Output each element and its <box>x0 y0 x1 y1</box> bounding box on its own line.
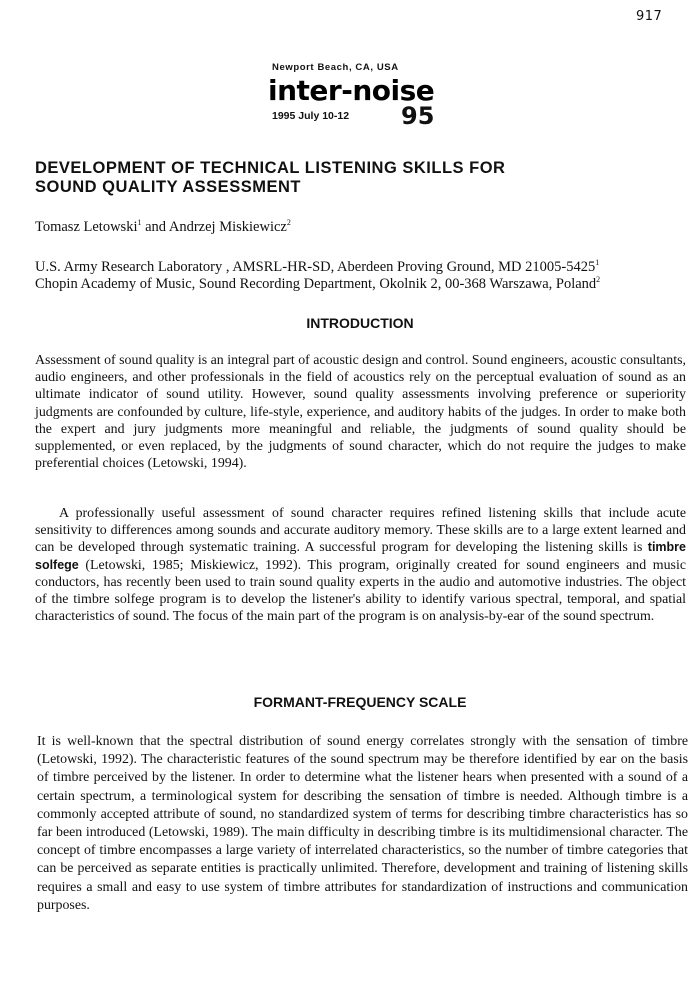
paper-title-line-2: SOUND QUALITY ASSESSMENT <box>35 178 301 196</box>
conference-year: 95 <box>401 102 435 130</box>
introduction-paragraph-1: Assessment of sound quality is an integral part of acoustic design and control. Sound engineers, acoustic consultants, audio engineers, and other professionals in the field of acoustics rely on the perceptual evaluation of sound as an ultimate indicator of sound utility. However, sound quality assessments involving preference or superiority judgments are confounded by culture, life-style, experience, and auditory habits of the judges. In order to make both the expert and jury judgments more meaningful and reliable, the judgments of sound quality should be supplemented, or even replaced, by the judgments of sound character, which do not require the judges to make preferential choices (Letowski, 1994). <box>35 353 686 472</box>
paper-title <box>35 159 675 197</box>
affiliation-2-mark: 2 <box>596 275 601 285</box>
author-2: Andrzej Miskiewicz <box>168 219 287 235</box>
author-1: Tomasz Letowski <box>35 219 138 235</box>
introduction-paragraph-2 <box>35 505 686 625</box>
conference-location: Newport Beach, CA, USA <box>272 62 399 73</box>
page-number: 917 <box>636 9 663 24</box>
affiliation-1-mark: 1 <box>595 258 600 268</box>
author-list <box>35 219 291 236</box>
timbre-solfege-term: timbre solfege <box>35 540 686 572</box>
paper-title-line-1: DEVELOPMENT OF TECHNICAL LISTENING SKILLS FOR <box>35 159 506 177</box>
introduction-paragraph-2-end: (Letowski, 1985; Miskiewicz, 1992). This program, originally created for sound engineers and music conductors, has recently been used to train sound quality experts in the audio and automotive industries. The object of the timbre solfege program is to develop the listener's ability to identify various spectral, temporal, and spatial characteristics of sound. The focus of the main part of the program is on analysis-by-ear of the sound spectrum. <box>35 557 686 625</box>
author-join: and <box>141 219 169 235</box>
affiliation-1-text: U.S. Army Research Laboratory , AMSRL-HR-SD, Aberdeen Proving Ground, MD 21005-5425 <box>35 259 596 275</box>
affiliation-2 <box>35 276 600 293</box>
author-1-mark: 1 <box>137 218 142 228</box>
affiliation-1 <box>35 259 599 276</box>
conference-date: 1995 July 10-12 <box>272 110 350 122</box>
formant-paragraph-1: It is well-known that the spectral distribution of sound energy correlates strongly with the sensation of timbre (Letowski, 1992). The characteristic features of the sound spectrum may be therefore identified by ear on the basis of timbre perceived by the listener. In order to determine what the listener hears when presented with a sound of a certain spectrum, a terminological system for describing the sensation of timbre is needed. Although timbre is a commonly accepted attribute of sound, no standardized system of terms for describing timbre characteristics has so far been introduced (Letowski, 1989). The main difficulty in describing timbre is its multidimensional character. The concept of timbre encompasses a large variety of interrelated characteristics, so the number of timbre categories that can be perceived as separate entities is practically unlimited. Therefore, development and training of listening skills requires a small and easy to use system of timbre attributes for standardization of instructions and communication purposes. <box>37 734 688 913</box>
introduction-heading: INTRODUCTION <box>306 315 414 331</box>
author-2-mark: 2 <box>286 218 291 228</box>
conference-logo: inter-noise <box>268 74 435 107</box>
introduction-paragraph-2-start: A professionally useful assessment of sound character requires refined listening skills that include acute sensitivity to differences among sounds and accurate auditory memory. These skills are to a large extent learned and can be developed through systematic training. A successful program for developing the listening skills is <box>35 506 686 556</box>
formant-frequency-heading: FORMANT-FREQUENCY SCALE <box>253 694 467 710</box>
affiliation-2-text: Chopin Academy of Music, Sound Recording Department, Okolnik 2, 00-368 Warszawa, Poland <box>35 276 597 292</box>
